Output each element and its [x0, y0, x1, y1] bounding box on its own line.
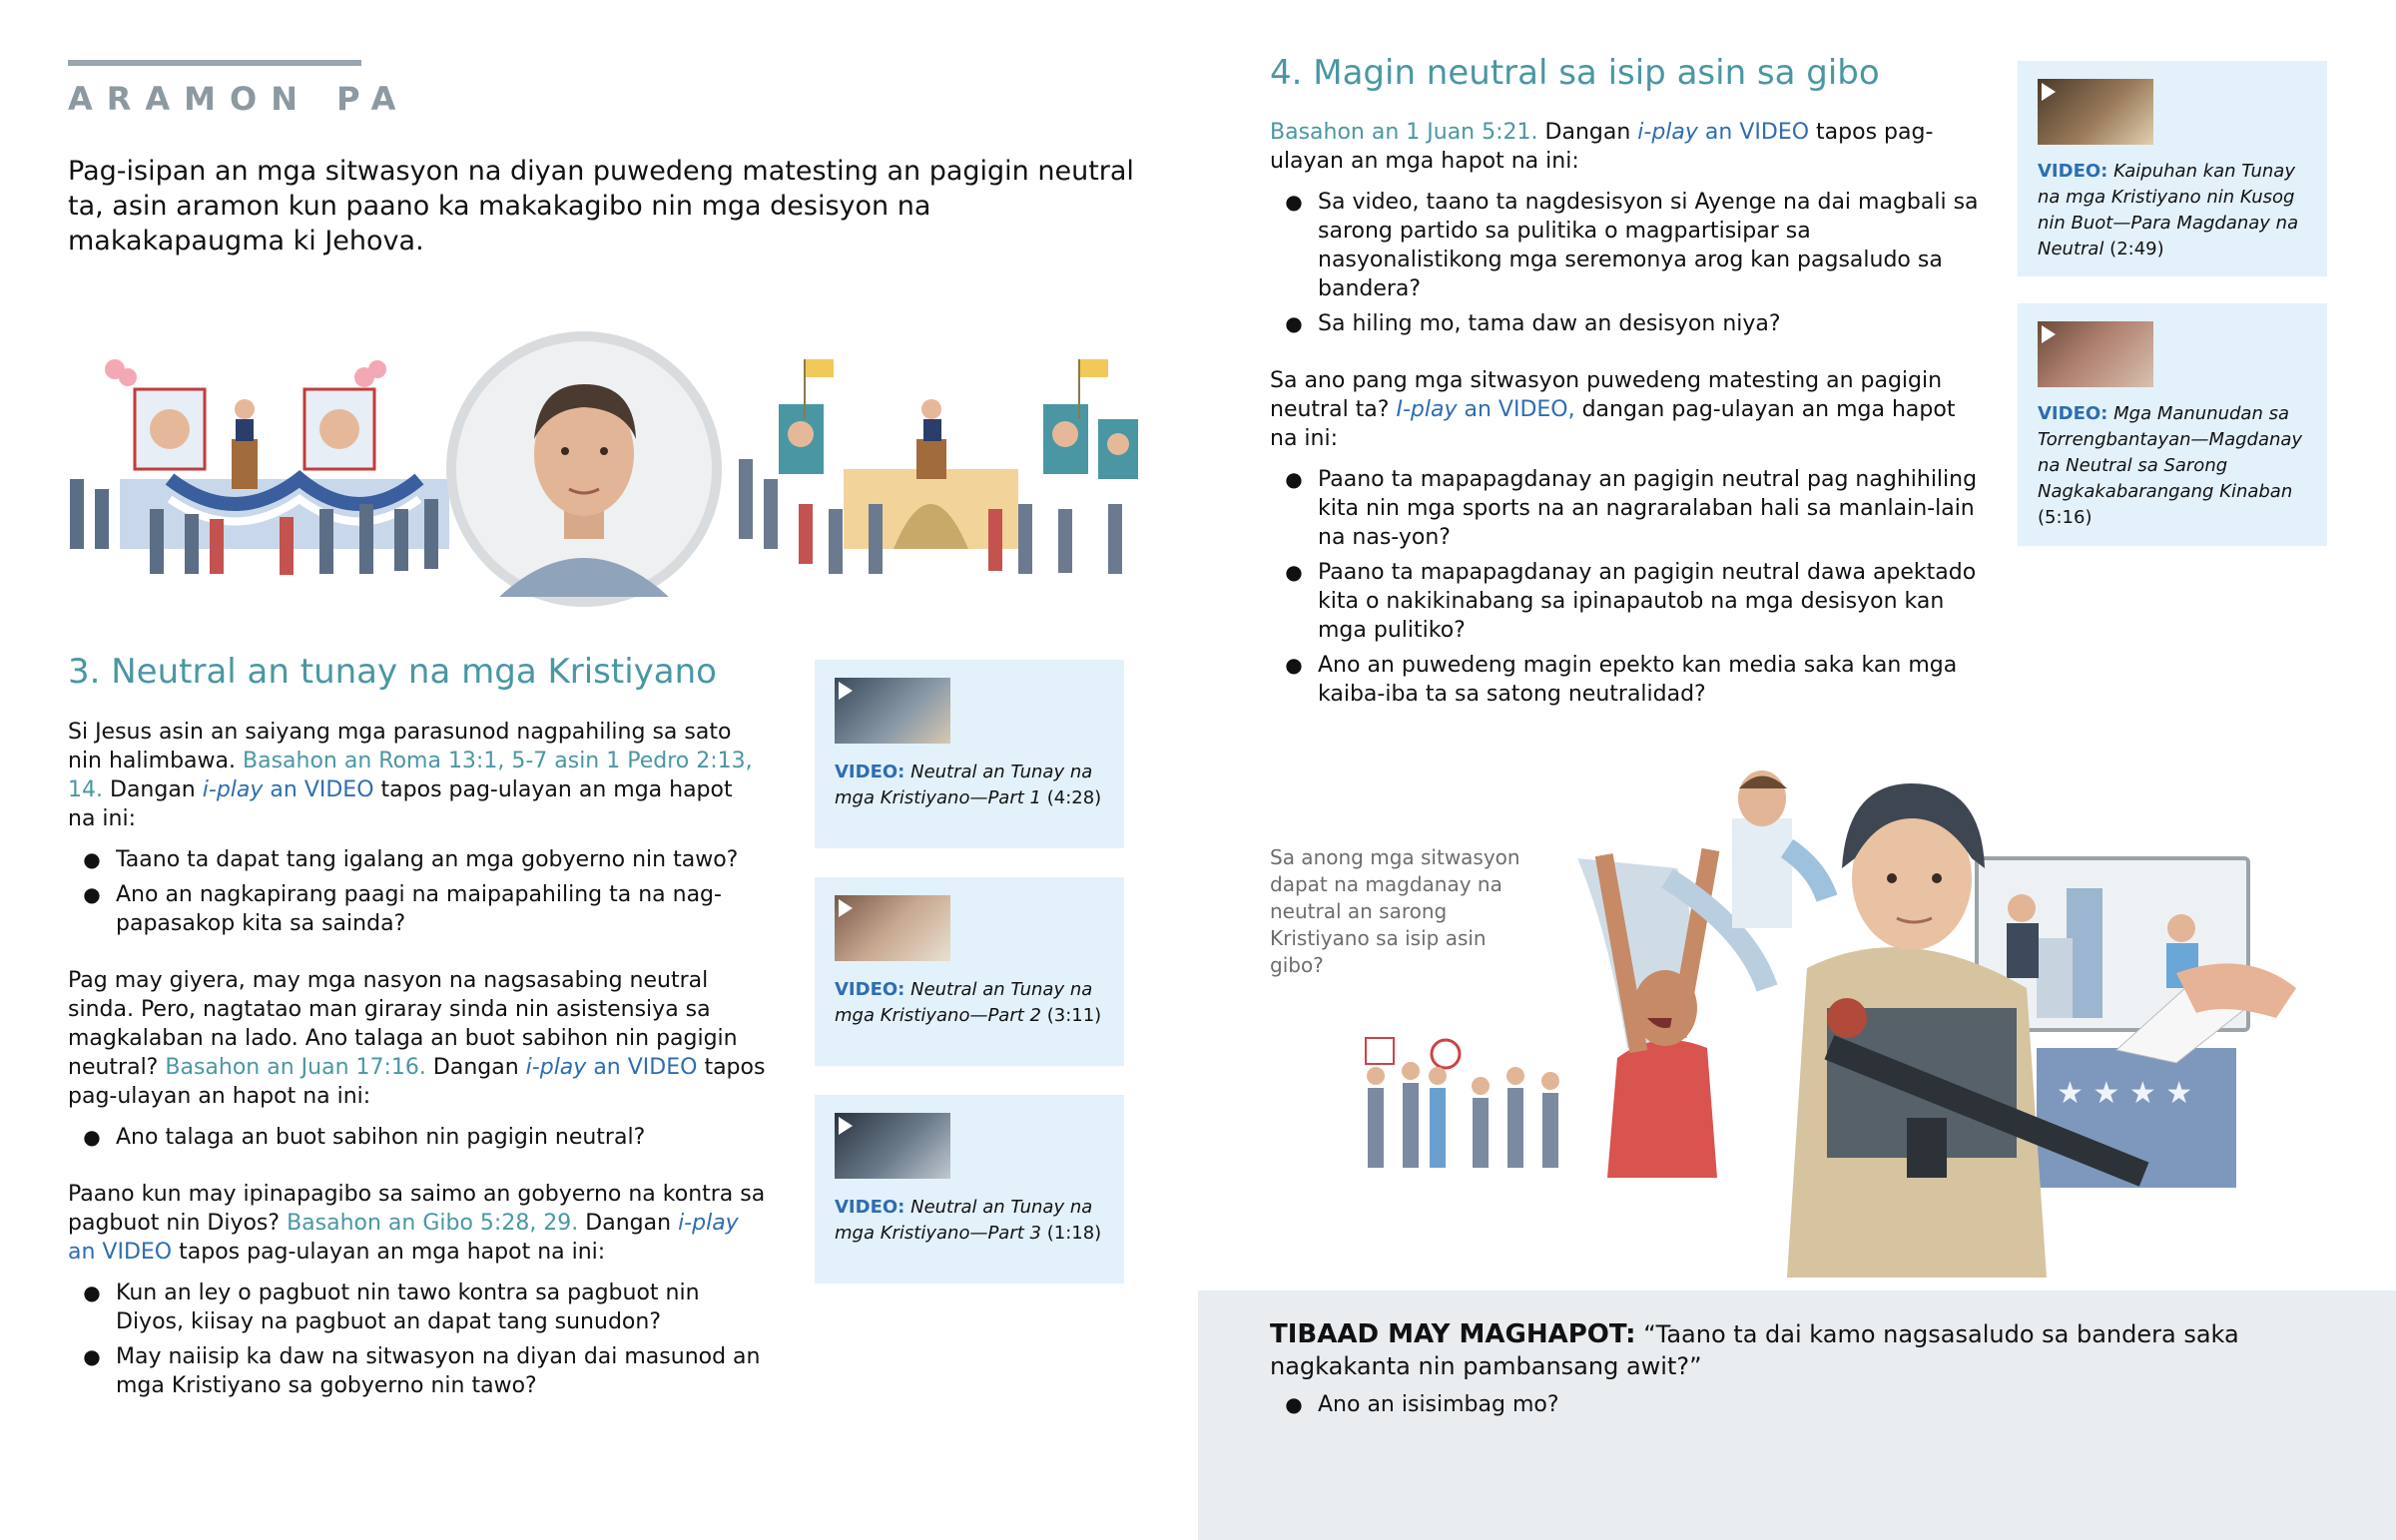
play-icon	[2042, 83, 2056, 101]
para2-tail: dangan pag-ulayan an mga hapot na ini:	[1270, 397, 1956, 451]
play-icon	[2042, 325, 2056, 343]
video-box-part2[interactable]	[815, 877, 1124, 1066]
video-caption	[835, 1195, 1114, 1247]
bullet-icon: ●	[83, 1281, 101, 1304]
list-item	[68, 880, 767, 938]
bullet-text: Paano ta mapapagdanay an pagigin neutral dawa apektado kita o nakikinabang sa ipinapautob na mga desisyon kan mga pulitiko?	[1318, 560, 1977, 643]
protesters	[1366, 1038, 1559, 1168]
bullet-icon: ●	[1285, 653, 1303, 677]
section3-para3	[68, 1180, 767, 1267]
video-duration: (4:28)	[1046, 787, 1102, 808]
list-item	[1270, 465, 1979, 552]
section3-bullets3	[68, 1279, 767, 1400]
play-icon	[839, 899, 853, 917]
iplay-word: i-play	[202, 777, 264, 802]
right-rally	[739, 359, 1138, 574]
iplay-word: i-play	[525, 1055, 587, 1080]
iplay-video-word: an VIDEO	[593, 1055, 698, 1080]
section3-para2	[68, 966, 767, 1111]
section3-para1	[68, 718, 767, 833]
video-duration: (1:18)	[1046, 1223, 1102, 1244]
iplay-video-word: an VIDEO,	[1464, 397, 1575, 422]
bullet-text: May naiisip ka daw na sitwasyon na diyan dai masunod an mga Kristiyano sa gobyerno nin tawo?	[116, 1344, 761, 1398]
video-thumbnail[interactable]	[2038, 79, 2153, 145]
section4-para2	[1270, 366, 1979, 453]
para2-text: Sa ano pang mga sitwasyon puwedeng matesting an pagigin neutral ta?	[1270, 368, 1943, 422]
play-video-link-2[interactable]	[526, 1055, 698, 1080]
bullet-icon: ●	[83, 1125, 101, 1149]
scripture-ref-1juan[interactable]: Basahon an 1 Juan 5:21.	[1270, 120, 1538, 145]
question-text	[1270, 1318, 2248, 1382]
question-label: TIBAAD MAY MAGHAPOT:	[1270, 1319, 1636, 1349]
bullet-icon: ●	[1285, 190, 1303, 214]
video-thumbnail[interactable]	[835, 678, 950, 744]
list-item	[68, 1279, 767, 1336]
iplay-video-word: an VIDEO	[68, 1240, 173, 1265]
video-title: Mga Manunudan sa Torrengbantayan—Magdanay na Neutral sa Sarong Nagkakabarangang Kinaban	[2038, 403, 2303, 502]
bullet-text: Sa hiling mo, tama daw an desisyon niya?	[1318, 311, 1781, 336]
iplay-word: I-play	[1396, 397, 1458, 422]
bullet-text: Ano an isisimbag mo?	[1318, 1392, 1559, 1417]
list-item	[1270, 309, 1979, 338]
para3-dangan: Dangan	[585, 1211, 672, 1236]
video-box-part1[interactable]	[815, 660, 1124, 848]
play-icon	[839, 1117, 853, 1135]
bullet-text: Taano ta dapat tang igalang an mga gobyerno nin tawo?	[116, 847, 739, 872]
iplay-word: i-play	[678, 1211, 739, 1236]
bullet-icon: ●	[1285, 1392, 1303, 1416]
rally-illustration	[60, 329, 1158, 609]
video-caption	[835, 760, 1114, 811]
video-label: VIDEO:	[2038, 403, 2108, 424]
bullet-icon: ●	[1285, 560, 1303, 584]
para2-dangan: Dangan	[432, 1055, 519, 1080]
section3-title: 3. Neutral an tunay na mga Kristiyano	[68, 652, 717, 692]
play-video-link-5[interactable]	[1396, 397, 1574, 422]
list-item	[68, 1342, 767, 1400]
video-label: VIDEO:	[835, 1197, 905, 1218]
section3-bullets2	[68, 1123, 767, 1152]
para1-dangan: Dangan	[1544, 120, 1631, 145]
question-bullets	[1270, 1390, 2248, 1419]
iplay-video-word: an VIDEO	[270, 777, 374, 802]
para2-tail: tapos pag-ulayan an hapot na ini:	[68, 1055, 766, 1109]
scripture-ref-roma[interactable]: Basahon an Roma 13:1, 5-7 asin 1 Pedro 2:13, 14.	[68, 749, 753, 802]
video-thumbnail[interactable]	[835, 895, 950, 961]
kicker-rule	[68, 60, 361, 66]
section3-bullets1	[68, 845, 767, 938]
video-thumbnail[interactable]	[835, 1113, 950, 1179]
bullet-text: Ano an puwedeng magin epekto kan media saka kan mga kaiba-iba ta sa satong neutralidad?	[1318, 653, 1958, 707]
para3-text: Paano kun may ipinapagibo sa saimo an gobyerno na kontra sa pagbuot nin Diyos?	[68, 1182, 766, 1236]
iplay-video-word: an VIDEO	[1704, 120, 1810, 145]
para1-tail: tapos pag-ulayan an mga hapot na ini:	[1270, 120, 1934, 174]
video-label: VIDEO:	[2038, 161, 2108, 182]
video-duration: (3:11)	[1046, 1005, 1102, 1026]
list-item	[1270, 558, 1979, 645]
left-rally	[70, 359, 449, 575]
section4-title: 4. Magin neutral sa isip asin sa gibo	[1270, 53, 1880, 93]
para1-dangan: Dangan	[110, 777, 196, 802]
video-title: Neutral an Tunay na mga Kristiyano—Part 2	[835, 979, 1093, 1026]
bullet-text: Paano ta mapapagdanay an pagigin neutral pag naghihiling kita nin mga sports na an nagraralaban hali sa manlain-lain na nas-yon?	[1318, 467, 1978, 550]
bullet-icon: ●	[83, 847, 101, 871]
section4-bullets2	[1270, 465, 1979, 709]
boy-saluting	[1732, 770, 1827, 928]
bullet-text: Kun an ley o pagbuot nin tawo kontra sa pagbuot nin Diyos, kiisay na pagbuot an dapat tang sunudon?	[116, 1281, 700, 1334]
video-caption	[2038, 159, 2317, 262]
section-kicker: ARAMON PA	[68, 80, 410, 118]
scripture-ref-juan[interactable]: Basahon an Juan 17:16.	[165, 1055, 426, 1080]
para1-tail: tapos pag-ulayan an mga hapot na ini:	[68, 777, 733, 831]
section3-body	[68, 718, 767, 1400]
scripture-ref-gibo[interactable]: Basahon an Gibo 5:28, 29.	[287, 1211, 579, 1236]
list-item	[68, 845, 767, 874]
rally-illustration-svg	[60, 329, 1158, 609]
play-icon	[839, 682, 853, 700]
section4-bullets1	[1270, 188, 1979, 338]
bullet-text: Ano talaga an buot sabihon nin pagigin neutral?	[116, 1125, 646, 1150]
question-box	[1198, 1290, 2396, 1540]
video-box-manunudan[interactable]	[2018, 303, 2327, 546]
video-label: VIDEO:	[835, 762, 905, 782]
bullet-icon: ●	[83, 882, 101, 906]
svg-text:★ ★ ★ ★: ★ ★ ★ ★	[2057, 1076, 2193, 1111]
neutrality-illustration	[1348, 759, 2346, 1292]
section4-para1	[1270, 118, 1979, 176]
video-box-kaipuhan[interactable]	[2018, 61, 2327, 276]
video-title: Kaipuhan kan Tunay na mga Kristiyano nin Kusog nin Buot—Para Magdanay na Neutral	[2038, 161, 2299, 259]
video-caption	[835, 977, 1114, 1029]
video-box-part3[interactable]	[815, 1095, 1124, 1283]
video-duration: (5:16)	[2038, 507, 2093, 528]
section4-body	[1270, 118, 1979, 709]
video-label: VIDEO:	[835, 979, 905, 1000]
video-thumbnail[interactable]	[2038, 321, 2153, 387]
video-caption	[2038, 401, 2317, 531]
illustration-caption: Sa anong mga sitwasyon dapat na magdanay na neutral an sarong Kristiyano sa isip asin gibo?	[1270, 845, 1520, 977]
list-item	[1270, 188, 1979, 303]
iplay-word: i-play	[1637, 120, 1698, 145]
question-quote: “Taano ta dai kamo nagsasaludo sa bandera saka nagkakanta nin pambansang awit?”	[1270, 1320, 2239, 1380]
neutrality-illustration-svg	[1348, 759, 2346, 1292]
bullet-icon: ●	[1285, 467, 1303, 491]
intro-text: Pag-isipan an mga sitwasyon na diyan puwedeng matesting an pagigin neutral ta, asin aramon kun paano ka makakagibo nin mga desisyon na makakapaugma ki Jehova.	[68, 156, 1134, 257]
bullet-text: Sa video, taano ta nagdesisyon si Ayenge na dai magbali sa sarong partido sa pulitika o magpartisipar sa nasyonalistikong mga seremonya arog kan pagsaludo sa bandera?	[1318, 190, 1979, 301]
bullet-icon: ●	[83, 1344, 101, 1368]
list-item	[1270, 1390, 2248, 1419]
para2-text: Pag may giyera, may mga nasyon na nagsasabing neutral sinda. Pero, nagtatao man giraray sinda nin asistensiya sa magkalaban na lado. Ano talaga an buot sabihon nin pagigin neutral?	[68, 968, 738, 1080]
list-item	[1270, 651, 1979, 709]
para1-text: Si Jesus asin an saiyang mga parasunod nagpahiling sa sato nin halimbawa.	[68, 720, 732, 773]
video-title: Neutral an Tunay na mga Kristiyano—Part 3	[835, 1197, 1093, 1244]
intro-paragraph	[68, 154, 1136, 258]
bullet-text: Ano an nagkapirang paagi na maipapahiling ta na nag-papasakop kita sa sainda?	[116, 882, 722, 936]
para3-tail: tapos pag-ulayan an mga hapot na ini:	[179, 1240, 606, 1265]
list-item	[68, 1123, 767, 1152]
video-title: Neutral an Tunay na mga Kristiyano—Part 1	[835, 762, 1093, 808]
video-duration: (2:49)	[2109, 239, 2164, 259]
play-video-link-1[interactable]	[203, 777, 374, 802]
play-video-link-4[interactable]	[1637, 120, 1809, 145]
bullet-icon: ●	[1285, 311, 1303, 335]
portrait-man	[446, 331, 722, 607]
